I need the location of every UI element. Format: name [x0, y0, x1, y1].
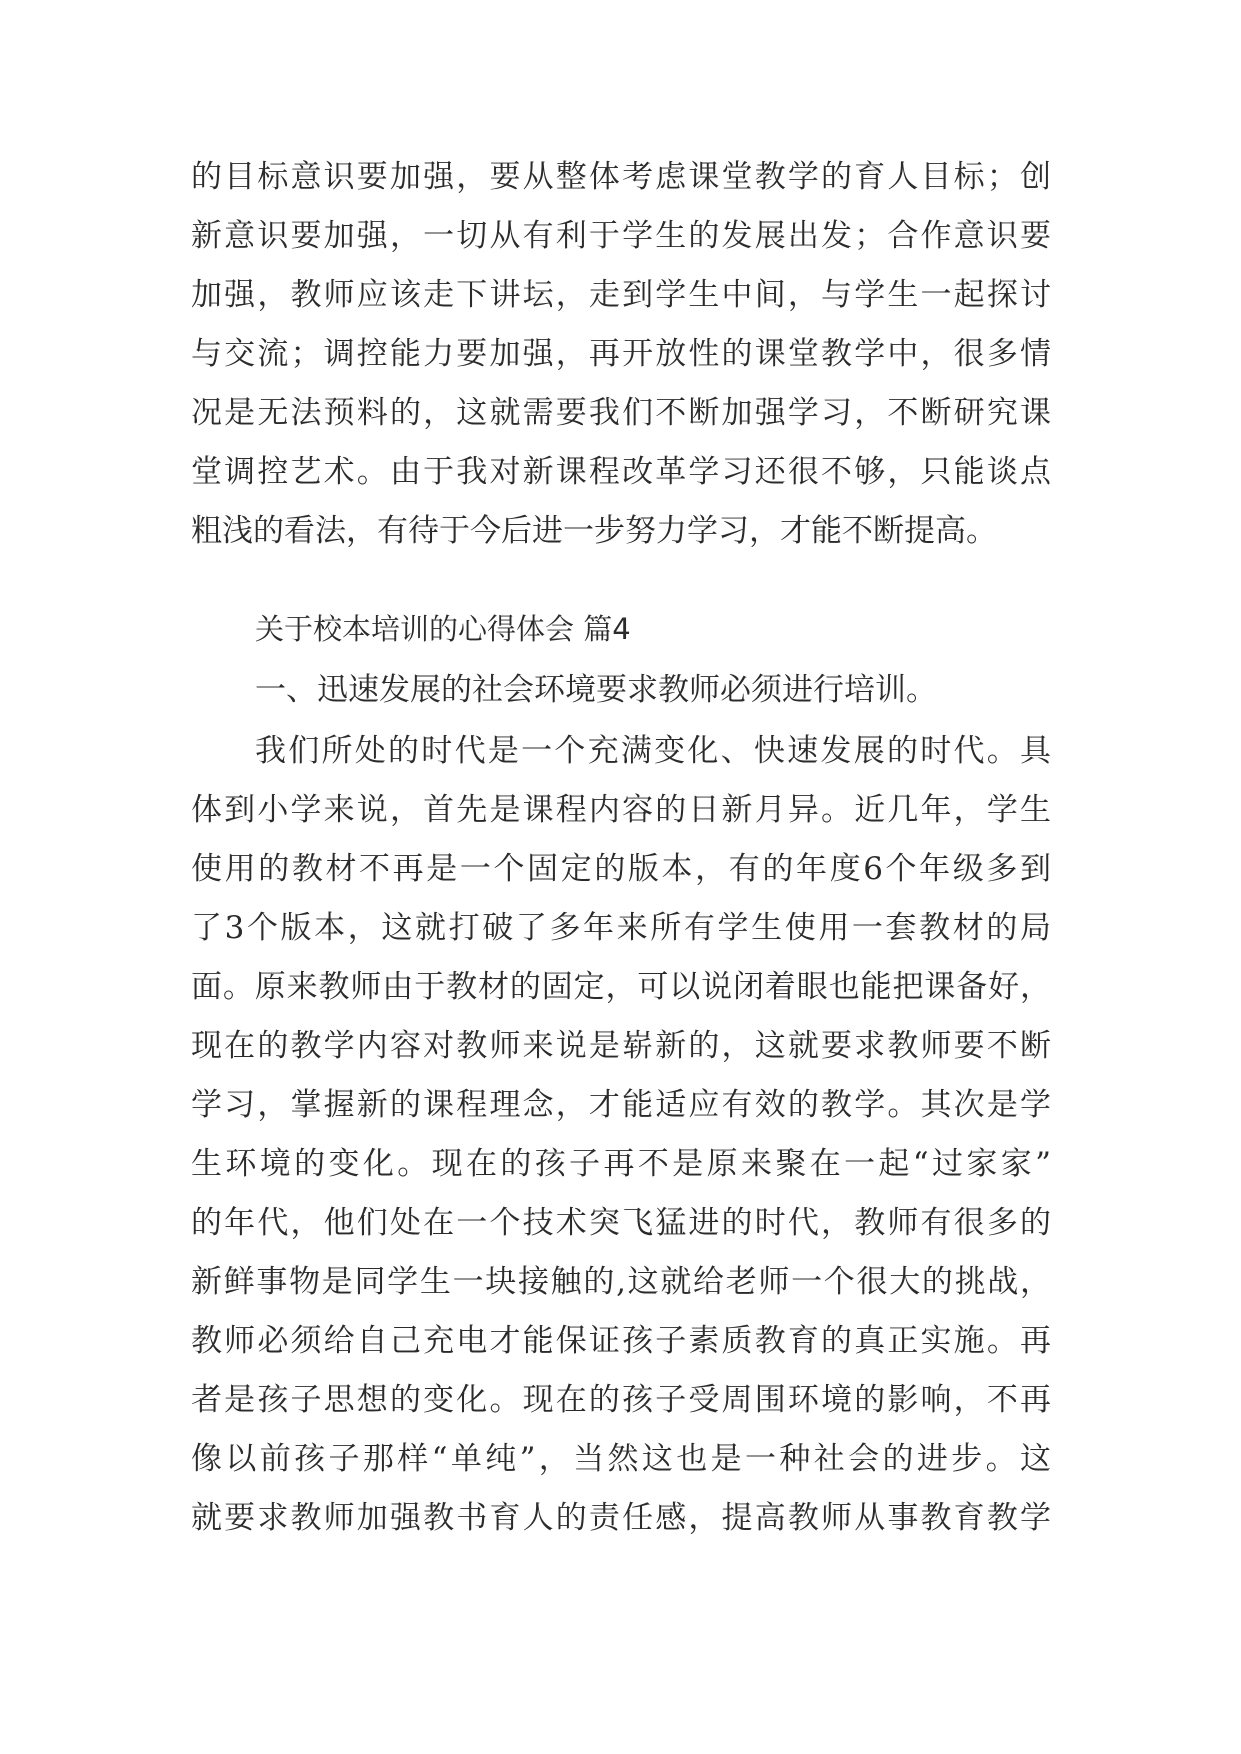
text-line: 新意识要加强，一切从有利于学生的发展出发；合作意识要: [191, 218, 1051, 254]
text-line: 使用的教材不再是一个固定的版本，有的年度6个年级多到: [191, 851, 1051, 887]
text-line: 面。原来教师由于教材的固定，可以说闭着眼也能把课备好，: [191, 969, 1051, 1005]
text-line: 教师必须给自己充电才能保证孩子素质教育的真正实施。再: [191, 1323, 1051, 1359]
text-line: 新鲜事物是同学生一块接触的,这就给老师一个很大的挑战，: [191, 1264, 1051, 1300]
subheading: 一、迅速发展的社会环境要求教师必须进行培训。: [255, 672, 937, 708]
text-line: 与交流；调控能力要加强，再开放性的课堂教学中，很多情: [191, 336, 1051, 372]
text-line: 体到小学来说，首先是课程内容的日新月异。近几年，学生: [191, 792, 1051, 828]
text-line: 加强，教师应该走下讲坛，走到学生中间，与学生一起探讨: [191, 277, 1051, 313]
text-line: 的年代，他们处在一个技术突飞猛进的时代，教师有很多的: [191, 1205, 1051, 1241]
text-line: 况是无法预料的，这就需要我们不断加强学习，不断研究课: [191, 395, 1051, 431]
text-line: 堂调控艺术。由于我对新课程改革学习还很不够，只能谈点: [191, 454, 1051, 490]
text-line: 现在的教学内容对教师来说是崭新的，这就要求教师要不断: [191, 1028, 1051, 1064]
text-line: 生环境的变化。现在的孩子再不是原来聚在一起“过家家”: [191, 1146, 1051, 1182]
paragraph-body: [191, 722, 1051, 1548]
paragraph-continuation: [191, 148, 1051, 561]
section-title: 关于校本培训的心得体会 篇4: [255, 612, 631, 646]
text-line: 就要求教师加强教书育人的责任感，提高教师从事教育教学: [191, 1500, 1051, 1536]
text-line: 我们所处的时代是一个充满变化、快速发展的时代。具: [255, 733, 1051, 769]
text-line: 者是孩子思想的变化。现在的孩子受周围环境的影响，不再: [191, 1382, 1051, 1418]
text-line: 了3个版本，这就打破了多年来所有学生使用一套教材的局: [191, 910, 1051, 946]
text-line: 像以前孩子那样“单纯”，当然这也是一种社会的进步。这: [191, 1441, 1051, 1477]
text-line: 学习，掌握新的课程理念，才能适应有效的教学。其次是学: [191, 1087, 1051, 1123]
text-line: 粗浅的看法，有待于今后进一步努力学习，才能不断提高。: [191, 513, 997, 549]
text-line: 的目标意识要加强，要从整体考虑课堂教学的育人目标；创: [191, 159, 1051, 195]
